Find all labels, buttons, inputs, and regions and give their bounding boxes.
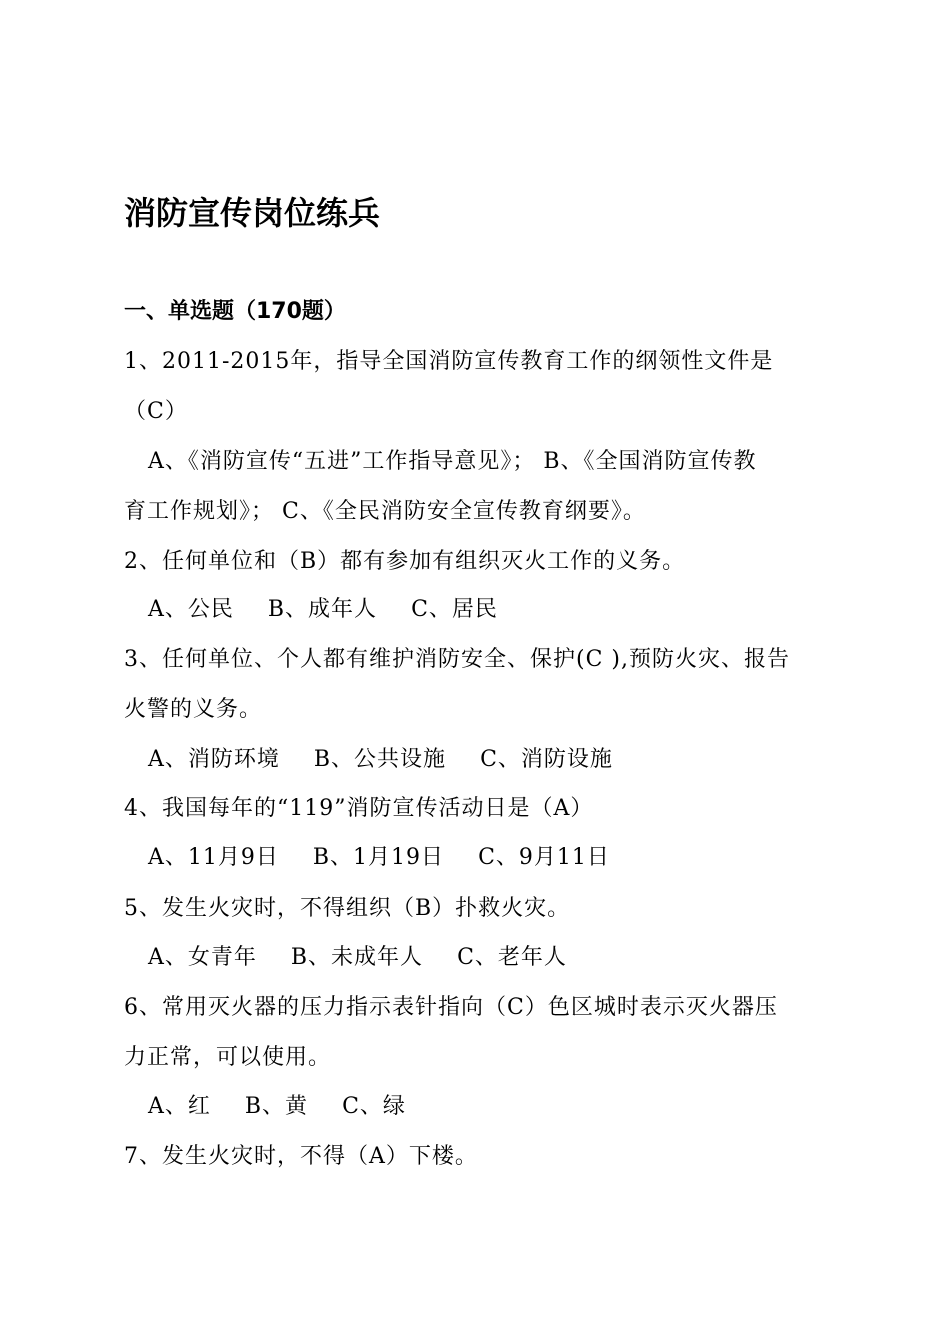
question-6-line-1: 6、常用灭火器的压力指示表针指向（C）色区城时表示灭火器压	[124, 995, 778, 1020]
option-a: A、公民	[148, 597, 234, 622]
question-6-line-2: 力正常，可以使用。	[124, 1045, 332, 1070]
option-c: C、消防设施	[480, 747, 613, 772]
question-5-line-1: 5、发生火灾时，不得组织（B）扑救火灾。	[124, 896, 571, 921]
question-6-options	[148, 1087, 406, 1127]
question-7-line-1: 7、发生火灾时，不得（A）下楼。	[124, 1144, 478, 1169]
option-b: B、成年人	[267, 597, 378, 622]
option-b: B、1月19日	[312, 845, 445, 870]
question-2-line-1: 2、任何单位和（B）都有参加有组织灭火工作的义务。	[124, 549, 686, 574]
option-c: C、老年人	[457, 945, 567, 970]
section-heading: 一、单选题（170题）	[124, 299, 346, 324]
question-1-line-1: 1、2011-2015年，指导全国消防宣传教育工作的纲领性文件是	[124, 349, 774, 374]
option-a: A、红	[148, 1094, 211, 1119]
option-a: A、女青年	[148, 945, 257, 970]
question-4-options	[148, 838, 610, 878]
question-3-options	[148, 740, 613, 780]
option-b: B、公共设施	[313, 747, 447, 772]
question-1-options-line-2: 育工作规划》； C、《全民消防安全宣传教育纲要》。	[124, 499, 646, 524]
option-c: C、绿	[342, 1094, 406, 1119]
option-b: B、未成年人	[290, 945, 424, 970]
question-3-line-2: 火警的义务。	[124, 697, 263, 722]
question-3-line-1: 3、任何单位、个人都有维护消防安全、保护(C ),预防火灾、报告	[124, 647, 790, 672]
option-a: A、消防环境	[148, 747, 280, 772]
question-2-options	[148, 590, 498, 630]
option-c: C、9月11日	[478, 845, 610, 870]
option-c: C、居民	[411, 597, 498, 622]
question-1-line-2: （C）	[124, 399, 188, 424]
option-a: A、11月9日	[148, 845, 279, 870]
option-b: B、黄	[244, 1094, 309, 1119]
question-5-options	[148, 938, 567, 978]
question-1-options-line-1: A、《消防宣传“五进”工作指导意见》； B、《全国消防宣传教	[148, 449, 757, 474]
document-title: 消防宣传岗位练兵	[124, 194, 381, 232]
question-4-line-1: 4、我国每年的“119”消防宣传活动日是（A）	[124, 796, 594, 821]
